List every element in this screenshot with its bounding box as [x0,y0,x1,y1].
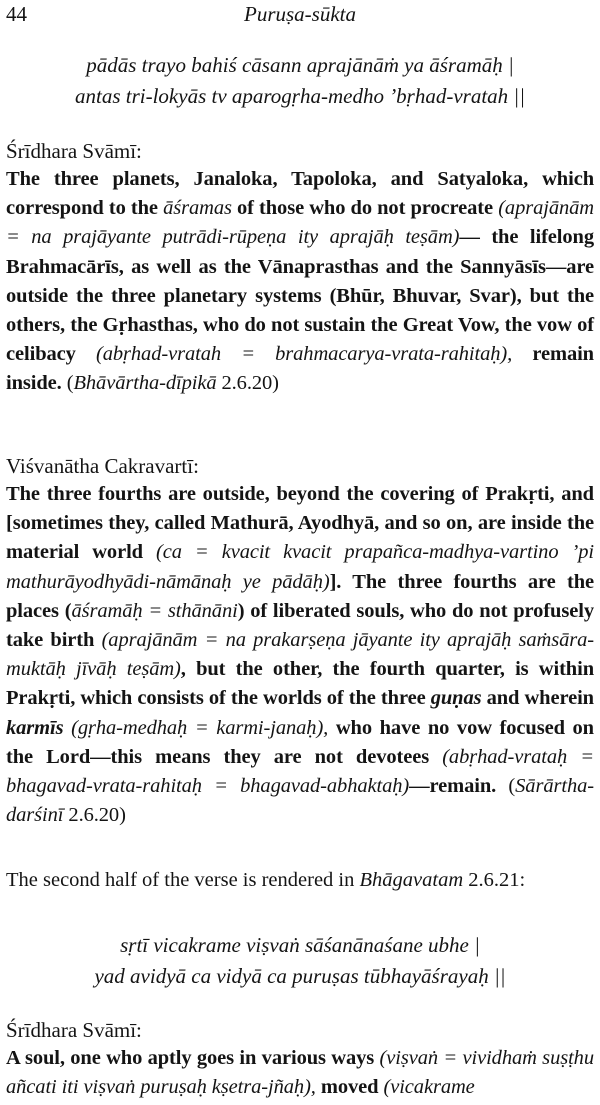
text-run: (aprajānām = na prakarṣeṇa jāyante ity aprajāḥ saṁsāra-muktāḥ jīvāḥ teṣām) [6,629,594,681]
page-header [6,2,594,32]
text-run: moved [315,1076,384,1099]
commentary-paragraph [6,1044,594,1102]
text-run: guṇas [430,687,482,710]
text-run: and wherein [481,687,594,710]
source-title: Bhāvārtha-dīpikā [73,372,217,395]
text-run: A soul, one who aptly goes in various ways [6,1047,380,1069]
text-run: (abṛhad-vrataḥ = bhagavad-vrata-rahitaḥ = bhagavad-abhaktaḥ) [6,745,595,798]
text-run: ]. The three fourths are the places ( [6,570,594,622]
text-run: ( [496,775,516,798]
source-ref: 2.6.21: [463,869,526,891]
text-run: —remain. [409,775,497,798]
commentary-paragraph [6,165,594,399]
commentary-paragraph [6,480,594,830]
text-run: , but the other, the fourth quarter, is within Prakṛti, which consists of the worlds of the three [6,658,595,710]
verse-block-1 [0,50,600,112]
text-run: ) of liberated souls, who do not profusely take birth [6,599,594,652]
text-run: (aprajānām = na prajāyante putrādi-rūpeṇa ity aprajāḥ teṣām) [6,197,595,249]
text-run: remain inside. [6,343,594,395]
text-run: (viṣvaṅ = vividhaṁ suṣṭhu añcati iti viṣvaṅ puruṣaḥ kṣetra-jñaḥ), [6,1047,594,1099]
text-run: who have no vow focused on the Lord—this means they are not devotees [6,716,594,768]
verse-block-2 [0,930,600,992]
verse-line: antas tri-lokyās tv aparogṛha-medho ’bṛhad-vratah || [75,84,525,108]
running-title: Puruṣa-sūkta [244,2,356,26]
source-ref: 2.6.20) [216,372,279,395]
text-run: of those who do not procreate [231,197,494,220]
page-number: 44 [6,2,27,26]
text-run: āśramāḥ = sthānāni [71,599,238,622]
text-run: (vicakrame [383,1076,475,1099]
text-run: The second half of the verse is rendered in [6,869,360,891]
commentator-name: Śrīdhara Svāmī: [6,139,142,163]
text-run: (ca = kvacit kvacit prapañca-madhya-vartino ’pi mathurāyodhyādi-nāmānaḥ ye pādāḥ) [6,541,594,593]
commentator-name: Śrīdhara Svāmī: [6,1018,142,1042]
text-run: karmīs [6,716,64,739]
note-line [6,866,594,895]
text-run: The three planets, Janaloka, Tapoloka, and Satyaloka, which correspond to the [6,168,594,220]
text-run: The three fourths are outside, beyond the covering of Prakṛti, and [sometimes they, called Mathurā, Ayodhyā, and so on, are inside the material world [6,483,594,564]
source-title: Bhāgavatam [359,869,464,891]
text-run: (abṛhad-vratah = brahmacarya-vrata-rahitaḥ), [96,343,513,366]
text-run: ( [61,372,74,395]
verse-line: pādās trayo bahiś cāsann aprajānāṁ ya āśramāḥ | [86,53,514,77]
verse-line: yad avidyā ca vidyā ca puruṣas tūbhayāśrayaḥ || [94,964,506,988]
verse-line: sṛtī vicakrame viṣvaṅ sāśanānaśane ubhe | [120,933,480,957]
text-run: (gṛha-medhaḥ = karmi-janaḥ), [63,716,329,739]
commentator-name: Viśvanātha Cakravartī: [6,454,199,478]
text-run: — the lifelong Brahmacārīs, as well as the Vānaprasthas and the Sannyāsīs—are outside the three planetary systems (Bhūr, Bhuvar, Svar), but the others, the Gṛhasthas, who do not sustain the Great Vow, the vow of celibacy [6,226,594,366]
text-run: āśramas [163,197,232,220]
source-title: Sārārtha-darśinī [6,775,594,827]
source-ref: 2.6.20) [63,804,126,827]
